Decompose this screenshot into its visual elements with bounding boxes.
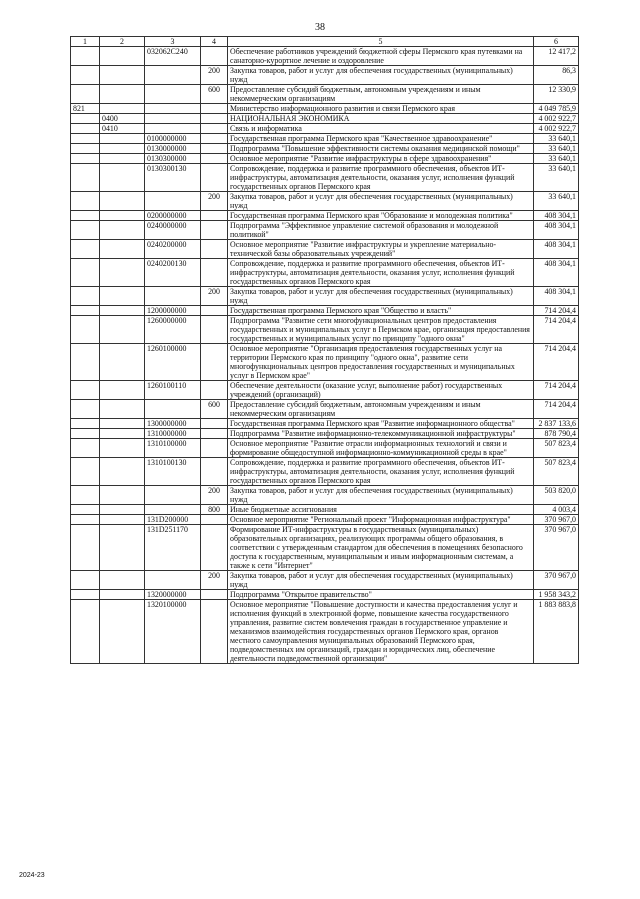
description-cell: Предоставление субсидий бюджетным, автономным учреждениям и иным некоммерческим организациям [228,400,534,419]
table-row [71,144,579,154]
code-3-cell [145,124,201,134]
code-2-cell [100,85,145,104]
code-1-cell [71,419,100,429]
code-2-cell [100,144,145,154]
table-row [71,458,579,486]
description-cell: Закупка товаров, работ и услуг для обеспечения государственных (муниципальных) нужд [228,66,534,85]
code-1-cell [71,458,100,486]
code-1-cell [71,400,100,419]
column-number-3: 3 [145,37,201,47]
table-row [71,381,579,400]
code-3-cell: 0100000000 [145,134,201,144]
page-number: 38 [315,22,325,33]
code-4-cell [201,525,228,571]
amount-cell: 33 640,1 [534,144,579,154]
code-1-cell [71,381,100,400]
amount-cell: 714 204,4 [534,316,579,344]
code-2-cell [100,192,145,211]
code-1-cell [71,85,100,104]
code-4-cell [201,439,228,458]
code-1-cell [71,439,100,458]
amount-cell: 408 304,1 [534,211,579,221]
code-1-cell [71,590,100,600]
code-3-cell: 1300000000 [145,419,201,429]
code-4-cell [201,240,228,259]
description-cell: НАЦИОНАЛЬНАЯ ЭКОНОМИКА [228,114,534,124]
code-4-cell [201,600,228,664]
code-2-cell [100,211,145,221]
description-cell: Основное мероприятие "Организация предоставления государственных услуг на территории Пермского края по принципу "одного окна", развитие сети многофункциональных центров предоставления государственных и муниципальных услуг в Пермском крае" [228,344,534,381]
code-4-cell: 200 [201,486,228,505]
table-row [71,287,579,306]
table-row [71,85,579,104]
code-4-cell [201,515,228,525]
amount-cell: 33 640,1 [534,134,579,144]
table-row [71,66,579,85]
code-2-cell [100,590,145,600]
code-3-cell: 0200000000 [145,211,201,221]
code-1-cell [71,344,100,381]
code-1-cell [71,259,100,287]
amount-cell: 33 640,1 [534,164,579,192]
amount-cell: 4 049 785,9 [534,104,579,114]
code-4-cell [201,221,228,240]
code-4-cell [201,154,228,164]
code-2-cell [100,515,145,525]
description-cell: Основное мероприятие "Развитие отрасли информационных технологий и связи и формирование общедоступной информационно-коммуникационной среды в крае" [228,439,534,458]
code-2-cell [100,259,145,287]
code-4-cell: 200 [201,571,228,590]
code-3-cell: 1260100000 [145,344,201,381]
amount-cell: 408 304,1 [534,287,579,306]
amount-cell: 4 002 922,7 [534,114,579,124]
code-3-cell: 1260100110 [145,381,201,400]
amount-cell: 408 304,1 [534,221,579,240]
code-2-cell: 0410 [100,124,145,134]
amount-cell: 33 640,1 [534,192,579,211]
code-1-cell: 821 [71,104,100,114]
description-cell: Основное мероприятие "Развитие инфраструктуры в сфере здравоохранения" [228,154,534,164]
code-3-cell: 1310100130 [145,458,201,486]
amount-cell: 370 967,0 [534,525,579,571]
code-1-cell [71,124,100,134]
description-cell: Обеспечение деятельности (оказание услуг, выполнение работ) государственных учреждений (организаций) [228,381,534,400]
table-row [71,400,579,419]
column-number-6: 6 [534,37,579,47]
table-row [71,439,579,458]
description-cell: Подпрограмма "Открытое правительство" [228,590,534,600]
code-2-cell [100,221,145,240]
table-row [71,211,579,221]
amount-cell: 507 823,4 [534,458,579,486]
amount-cell: 503 820,0 [534,486,579,505]
code-1-cell [71,486,100,505]
table-row [71,192,579,211]
code-2-cell [100,419,145,429]
code-2-cell [100,344,145,381]
code-4-cell [201,144,228,154]
description-cell: Иные бюджетные ассигнования [228,505,534,515]
code-4-cell [201,590,228,600]
amount-cell: 1 883 883,8 [534,600,579,664]
code-4-cell [201,124,228,134]
amount-cell: 86,3 [534,66,579,85]
amount-cell: 714 204,4 [534,306,579,316]
code-3-cell: 032062C240 [145,47,201,66]
table-row [71,240,579,259]
code-1-cell [71,429,100,439]
description-cell: Закупка товаров, работ и услуг для обеспечения государственных (муниципальных) нужд [228,571,534,590]
code-2-cell [100,104,145,114]
column-number-row [71,37,579,47]
description-cell: Сопровождение, поддержка и развитие программного обеспечения, объектов ИТ-инфраструктуры, автоматизация деятельности, оказания услуг, исполнения функций государственных органов Пермского края [228,458,534,486]
description-cell: Основное мероприятие "Повышение доступности и качества предоставления услуг и исполнения функций в электронной форме, повышение качества государственного управления, развитие систем вовлечения граждан в государственное управление и механизмов взаимодействия государственных органов Пермского края, органов местного самоуправления муниципальных образований Пермского края, подведомственных им организаций, граждан и юридических лиц, обеспечение деятельности подведомственной организации" [228,600,534,664]
code-3-cell: 1310100000 [145,439,201,458]
code-4-cell [201,429,228,439]
table-row [71,306,579,316]
amount-cell: 714 204,4 [534,381,579,400]
code-3-cell [145,104,201,114]
description-cell: Государственная программа Пермского края "Общество и власть" [228,306,534,316]
code-2-cell [100,164,145,192]
code-1-cell [71,192,100,211]
code-4-cell [201,134,228,144]
code-1-cell [71,525,100,571]
code-1-cell [71,287,100,306]
code-1-cell [71,47,100,66]
code-4-cell [201,259,228,287]
code-1-cell [71,505,100,515]
code-3-cell [145,66,201,85]
code-1-cell [71,306,100,316]
table-row [71,505,579,515]
code-4-cell: 800 [201,505,228,515]
table-row [71,134,579,144]
table-row [71,419,579,429]
description-cell: Формирование ИТ-инфраструктуры в государственных (муниципальных) образовательных организациях, реализующих программы общего образования, в соответствии с утвержденным стандартом для обеспечения в помещениях безопасного доступа к государственным, муниципальным и иным информационным системам, а также к сети "Интернет" [228,525,534,571]
code-4-cell [201,381,228,400]
code-4-cell [201,458,228,486]
description-cell: Государственная программа Пермского края "Развитие информационного общества" [228,419,534,429]
code-4-cell: 600 [201,400,228,419]
amount-cell: 878 790,4 [534,429,579,439]
description-cell: Государственная программа Пермского края "Образование и молодежная политика" [228,211,534,221]
code-2-cell [100,458,145,486]
code-1-cell [71,316,100,344]
code-3-cell: 1260000000 [145,316,201,344]
code-3-cell [145,486,201,505]
code-4-cell: 200 [201,287,228,306]
table-row [71,259,579,287]
description-cell: Сопровождение, поддержка и развитие программного обеспечения, объектов ИТ-инфраструктуры, автоматизация деятельности, оказания услуг, исполнения функций государственных органов Пермского края [228,259,534,287]
code-3-cell [145,571,201,590]
code-1-cell [71,114,100,124]
description-cell: Подпрограмма "Развитие информационно-телекоммуникационной инфраструктуры" [228,429,534,439]
table-row [71,47,579,66]
amount-cell: 12 417,2 [534,47,579,66]
code-2-cell [100,134,145,144]
code-2-cell [100,571,145,590]
amount-cell: 2 837 133,6 [534,419,579,429]
amount-cell: 4 003,4 [534,505,579,515]
code-2-cell [100,287,145,306]
code-3-cell: 1320000000 [145,590,201,600]
amount-cell: 408 304,1 [534,259,579,287]
code-2-cell [100,486,145,505]
code-4-cell: 200 [201,66,228,85]
code-2-cell [100,381,145,400]
description-cell: Подпрограмма "Развитие сети многофункциональных центров предоставления государственных и муниципальных услуг в Пермском крае, организация предоставления государственных и муниципальных услуг по принципу "одного окна" [228,316,534,344]
description-cell: Сопровождение, поддержка и развитие программного обеспечения, объектов ИТ-инфраструктуры, автоматизация деятельности, оказания услуг, исполнения функций государственных органов Пермского края [228,164,534,192]
description-cell: Основное мероприятие "Развитие инфраструктуры и укрепление материально-технической базы образовательных учреждений" [228,240,534,259]
table-row [71,114,579,124]
code-3-cell: 0240200130 [145,259,201,287]
code-3-cell: 1200000000 [145,306,201,316]
amount-cell: 507 823,4 [534,439,579,458]
code-4-cell [201,419,228,429]
code-1-cell [71,211,100,221]
code-1-cell [71,66,100,85]
code-2-cell [100,47,145,66]
code-4-cell: 600 [201,85,228,104]
code-4-cell [201,164,228,192]
code-3-cell: 0240000000 [145,221,201,240]
table-row [71,590,579,600]
code-2-cell [100,240,145,259]
column-number-2: 2 [100,37,145,47]
code-4-cell [201,306,228,316]
table-row [71,344,579,381]
code-1-cell [71,240,100,259]
column-number-4: 4 [201,37,228,47]
amount-cell: 408 304,1 [534,240,579,259]
table-row [71,515,579,525]
code-3-cell [145,287,201,306]
code-2-cell [100,525,145,571]
code-3-cell: 0130000000 [145,144,201,154]
code-2-cell [100,316,145,344]
code-3-cell [145,114,201,124]
amount-cell: 714 204,4 [534,400,579,419]
code-2-cell [100,154,145,164]
code-1-cell [71,134,100,144]
table-row [71,221,579,240]
description-cell: Министерство информационного развития и связи Пермского края [228,104,534,114]
table-row [71,104,579,114]
description-cell: Закупка товаров, работ и услуг для обеспечения государственных (муниципальных) нужд [228,192,534,211]
code-2-cell: 0400 [100,114,145,124]
code-1-cell [71,571,100,590]
code-1-cell [71,515,100,525]
code-3-cell [145,192,201,211]
code-3-cell: 131D251170 [145,525,201,571]
amount-cell: 370 967,0 [534,571,579,590]
code-3-cell: 1320100000 [145,600,201,664]
code-3-cell [145,85,201,104]
code-3-cell [145,505,201,515]
code-4-cell: 200 [201,192,228,211]
code-3-cell: 131D200000 [145,515,201,525]
description-cell: Обеспечение работников учреждений бюджетной сферы Пермского края путевками на санаторно-курортное лечение и оздоровление [228,47,534,66]
description-cell: Подпрограмма "Эффективное управление системой образования и молодежной политикой" [228,221,534,240]
description-cell: Закупка товаров, работ и услуг для обеспечения государственных (муниципальных) нужд [228,486,534,505]
table-row [71,154,579,164]
code-1-cell [71,154,100,164]
code-3-cell: 0130300130 [145,164,201,192]
description-cell: Связь и информатика [228,124,534,134]
code-2-cell [100,400,145,419]
code-3-cell: 0130300000 [145,154,201,164]
table-row [71,600,579,664]
description-cell: Закупка товаров, работ и услуг для обеспечения государственных (муниципальных) нужд [228,287,534,306]
amount-cell: 714 204,4 [534,344,579,381]
code-4-cell [201,104,228,114]
amount-cell: 12 330,9 [534,85,579,104]
code-2-cell [100,66,145,85]
table-row [71,124,579,134]
description-cell: Основное мероприятие "Региональный проект "Информационная инфраструктура" [228,515,534,525]
code-4-cell [201,211,228,221]
code-1-cell [71,221,100,240]
code-2-cell [100,429,145,439]
description-cell: Государственная программа Пермского края "Качественное здравоохранение" [228,134,534,144]
code-1-cell [71,600,100,664]
amount-cell: 4 002 922,7 [534,124,579,134]
code-1-cell [71,144,100,154]
column-number-5: 5 [228,37,534,47]
amount-cell: 33 640,1 [534,154,579,164]
amount-cell: 370 967,0 [534,515,579,525]
description-cell: Подпрограмма "Повышение эффективности системы оказания медицинской помощи" [228,144,534,154]
amount-cell: 1 958 343,2 [534,590,579,600]
code-3-cell [145,400,201,419]
code-4-cell [201,47,228,66]
code-3-cell: 1310000000 [145,429,201,439]
code-2-cell [100,439,145,458]
footer-stamp: 2024-23 [19,872,45,879]
code-2-cell [100,505,145,515]
code-4-cell [201,344,228,381]
description-cell: Предоставление субсидий бюджетным, автономным учреждениям и иным некоммерческим организациям [228,85,534,104]
code-4-cell [201,316,228,344]
table-row [71,429,579,439]
table-row [71,164,579,192]
code-3-cell: 0240200000 [145,240,201,259]
table-row [71,571,579,590]
code-2-cell [100,600,145,664]
column-number-1: 1 [71,37,100,47]
code-1-cell [71,164,100,192]
table-row [71,525,579,571]
code-2-cell [100,306,145,316]
table-row [71,486,579,505]
budget-table [70,36,579,664]
code-4-cell [201,114,228,124]
table-row [71,316,579,344]
